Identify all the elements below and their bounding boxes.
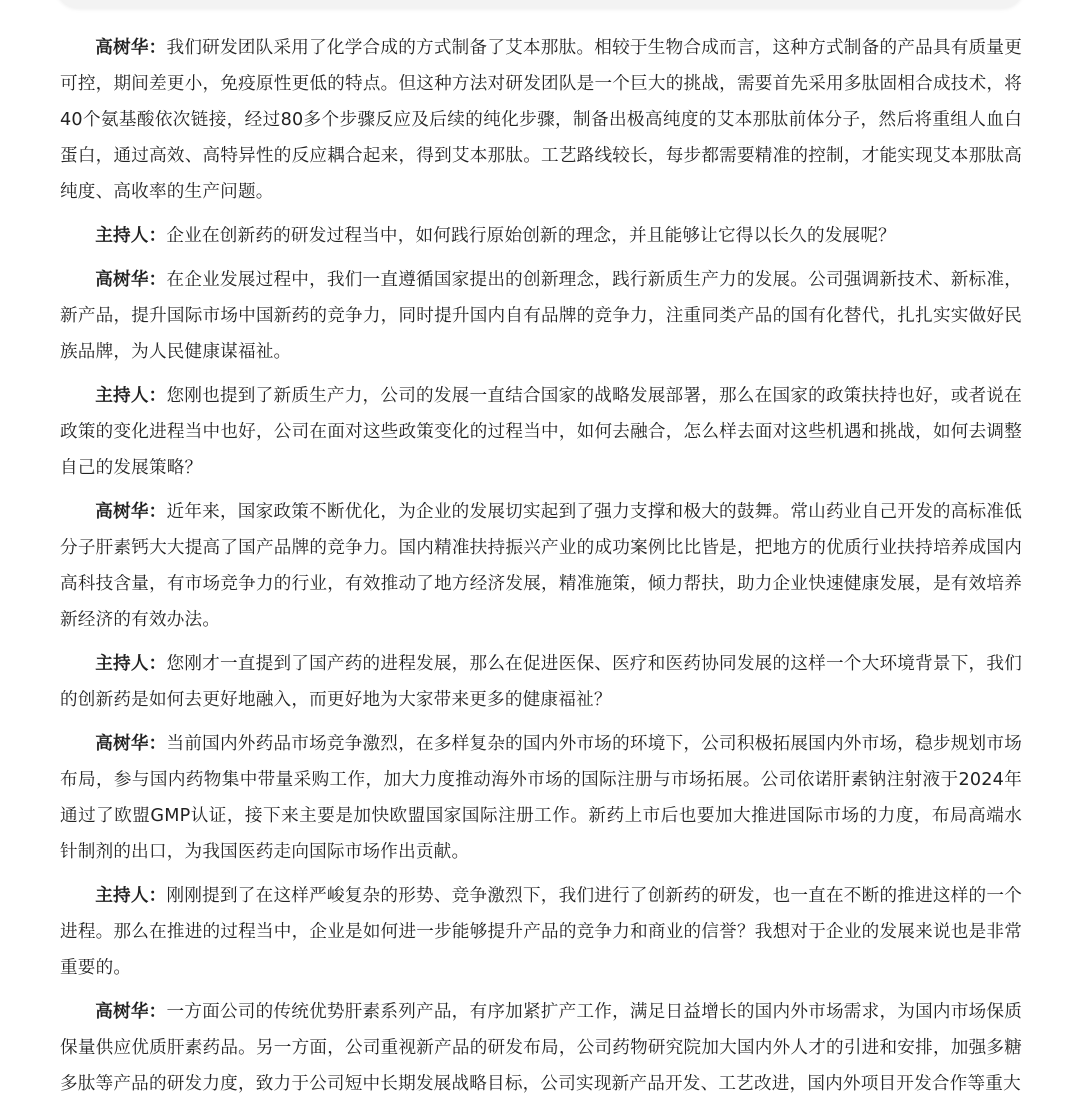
paragraph-text: 在企业发展过程中，我们一直遵循国家提出的创新理念，践行新质生产力的发展。公司强调新技术、新标准，新产品，提升国际市场中国新药的竞争力，同时提升国内自有品牌的竞争力，注重同类产品的国有化替代，扎扎实实做好民族品牌，为人民健康谋福祉。 — [60, 270, 1022, 362]
speaker-label: 主持人： — [95, 386, 167, 406]
paragraph-text: 一方面公司的传统优势肝素系列产品，有序加紧扩产工作，满足日益增长的国内外市场需求，为国内市场保质保量供应优质肝素药品。另一方面，公司重视新产品的研发布局，公司药物研究院加大国内外人才的引进和安排，加强多糖多肽等产品的研发力度，致力于公司短中长期发展战略目标，公司实现新产品开发、工艺改进，国内外项目开发合作等重大 — [60, 1002, 1022, 1094]
paragraph-question — [60, 218, 1022, 254]
paragraph-question — [60, 646, 1022, 718]
speaker-label: 高树华： — [95, 502, 167, 522]
paragraph-answer — [60, 30, 1022, 210]
paragraph-answer — [60, 994, 1022, 1102]
interview-article — [60, 30, 1022, 1110]
paragraph-text: 企业在创新药的研发过程当中，如何践行原始创新的理念，并且能够让它得以长久的发展呢？ — [166, 226, 896, 246]
speaker-label: 主持人： — [95, 654, 167, 674]
paragraph-question — [60, 378, 1022, 486]
previous-card-edge — [56, 0, 1024, 8]
paragraph-answer — [60, 726, 1022, 870]
speaker-label: 高树华： — [95, 1002, 167, 1022]
speaker-label: 主持人： — [95, 886, 167, 906]
paragraph-text: 刚刚提到了在这样严峻复杂的形势、竞争激烈下，我们进行了创新药的研发，也一直在不断的推进这样的一个进程。那么在推进的过程当中，企业是如何进一步能够提升产品的竞争力和商业的信誉？我想对于企业的发展来说也是非常重要的。 — [60, 886, 1022, 978]
speaker-label: 主持人： — [95, 226, 167, 246]
paragraph-text: 近年来，国家政策不断优化，为企业的发展切实起到了强力支撑和极大的鼓舞。常山药业自己开发的高标准低分子肝素钙大大提高了国产品牌的竞争力。国内精准扶持振兴产业的成功案例比比皆是，把地方的优质行业扶持培养成国内高科技含量，有市场竞争力的行业，有效推动了地方经济发展，精准施策，倾力帮扶，助力企业快速健康发展，是有效培养新经济的有效办法。 — [60, 502, 1022, 630]
paragraph-answer — [60, 262, 1022, 370]
speaker-label: 高树华： — [95, 270, 167, 290]
paragraph-text: 我们研发团队采用了化学合成的方式制备了艾本那肽。相较于生物合成而言，这种方式制备的产品具有质量更可控，期间差更小，免疫原性更低的特点。但这种方法对研发团队是一个巨大的挑战，需要首先采用多肽固相合成技术，将40个氨基酸依次链接，经过80多个步骤反应及后续的纯化步骤，制备出极高纯度的艾本那肽前体分子，然后将重组人血白蛋白，通过高效、高特异性的反应耦合起来，得到艾本那肽。工艺路线较长，每步都需要精准的控制，才能实现艾本那肽高纯度、高收率的生产问题。 — [60, 38, 1022, 202]
paragraph-question — [60, 878, 1022, 986]
paragraph-answer — [60, 494, 1022, 638]
paragraph-text: 当前国内外药品市场竞争激烈，在多样复杂的国内外市场的环境下，公司积极拓展国内外市场，稳步规划市场布局，参与国内药物集中带量采购工作，加大力度推动海外市场的国际注册与市场拓展。公司依诺肝素钠注射液于2024年通过了欧盟GMP认证，接下来主要是加快欧盟国家国际注册工作。新药上市后也要加大推进国际市场的力度，布局高端水针制剂的出口，为我国医药走向国际市场作出贡献。 — [60, 734, 1022, 862]
speaker-label: 高树华： — [95, 734, 167, 754]
paragraph-text: 您刚才一直提到了国产药的进程发展，那么在促进医保、医疗和医药协同发展的这样一个大环境背景下，我们的创新药是如何去更好地融入，而更好地为大家带来更多的健康福祉？ — [60, 654, 1022, 710]
paragraph-text: 您刚也提到了新质生产力，公司的发展一直结合国家的战略发展部署，那么在国家的政策扶持也好，或者说在政策的变化进程当中也好，公司在面对这些政策变化的过程当中，如何去融合，怎么样去面对这些机遇和挑战，如何去调整自己的发展策略？ — [60, 386, 1022, 478]
speaker-label: 高树华： — [95, 38, 167, 58]
